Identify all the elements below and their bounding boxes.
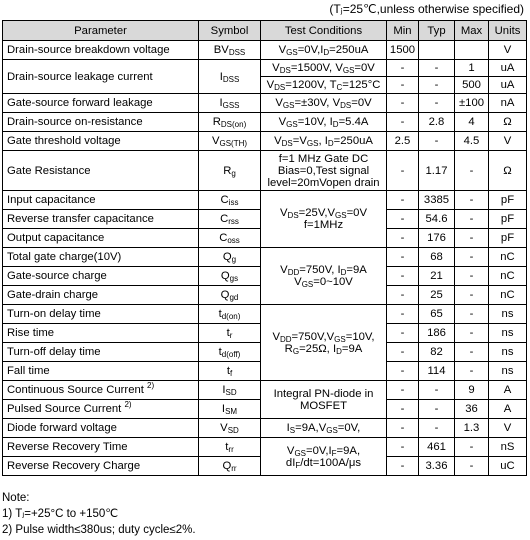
max-cell: -	[455, 438, 489, 457]
param-cell: Reverse Recovery Time	[3, 438, 199, 457]
symbol-cell: $V_{GS(TH)}$	[199, 132, 261, 151]
condition-cell: $V_{DD}=750V,V_{GS}=10V$, $R_G=25\Omega$, $I_D=9A$	[261, 305, 387, 381]
unit-cell: uC	[489, 457, 527, 476]
unit-cell: ns	[489, 362, 527, 381]
symbol-cell: $t_r$	[199, 324, 261, 343]
condition-cell: $V_{DS}=1200V$, $T_C=125^\circ C$	[261, 77, 387, 94]
condition-cell: $V_{GS}=0V,I_D=250uA$	[261, 41, 387, 60]
unit-cell: ns	[489, 324, 527, 343]
condition-cell: f=1 MHz Gate DC Bias=0,Test signal level=20mVopen drain	[261, 151, 387, 191]
symbol-cell: $I_{DSS}$	[199, 60, 261, 94]
min-cell: -	[387, 400, 419, 419]
typ-cell: 114	[419, 362, 455, 381]
notes-section	[2, 490, 196, 538]
electrical-characteristics-table	[2, 20, 527, 476]
param-cell: Turn-on delay time	[3, 305, 199, 324]
symbol-cell: $Q_{gs}$	[199, 267, 261, 286]
unit-cell: nC	[489, 286, 527, 305]
header-units: Units	[489, 21, 527, 41]
unit-cell: nC	[489, 267, 527, 286]
param-cell: Drain-source breakdown voltage	[3, 41, 199, 60]
min-cell: -	[387, 362, 419, 381]
note-1: 1) Tⱼ=+25°C to +150℃	[2, 508, 119, 520]
condition-cell: $V_{GS}=\pm 30V$, $V_{DS}=0V$	[261, 94, 387, 113]
symbol-cell: $BV_{DSS}$	[199, 41, 261, 60]
symbol-cell: $V_{SD}$	[199, 419, 261, 438]
table-row	[3, 191, 527, 210]
param-cell: Drain-source on-resistance	[3, 113, 199, 132]
table-row	[3, 381, 527, 400]
param-cell: Gate-source forward leakage	[3, 94, 199, 113]
min-cell: -	[387, 438, 419, 457]
min-cell: -	[387, 229, 419, 248]
min-cell: -	[387, 60, 419, 77]
table-row	[3, 438, 527, 457]
min-cell: -	[387, 210, 419, 229]
unit-cell: ns	[489, 305, 527, 324]
min-cell: -	[387, 381, 419, 400]
param-cell: Input capacitance	[3, 191, 199, 210]
max-cell: -	[455, 210, 489, 229]
param-cell: Reverse Recovery Charge	[3, 457, 199, 476]
max-cell: -	[455, 229, 489, 248]
typ-cell: 461	[419, 438, 455, 457]
typ-cell: 68	[419, 248, 455, 267]
header-symbol: Symbol	[199, 21, 261, 41]
min-cell: -	[387, 248, 419, 267]
max-cell: -	[455, 362, 489, 381]
symbol-cell: $Q_g$	[199, 248, 261, 267]
table-row	[3, 248, 527, 267]
symbol-cell: $Q_{rr}$	[199, 457, 261, 476]
max-cell: -	[455, 324, 489, 343]
unit-cell: V	[489, 41, 527, 60]
unit-cell: V	[489, 132, 527, 151]
table-row	[3, 94, 527, 113]
symbol-cell: $I_{SM}$	[199, 400, 261, 419]
param-cell: Gate threshold voltage	[3, 132, 199, 151]
typ-cell: 25	[419, 286, 455, 305]
param-cell: Reverse transfer capacitance	[3, 210, 199, 229]
notes-title: Note:	[2, 492, 30, 504]
table-row	[3, 113, 527, 132]
typ-cell: -	[419, 132, 455, 151]
param-cell: Gate-drain charge	[3, 286, 199, 305]
typ-cell	[419, 41, 455, 60]
param-cell: Fall time	[3, 362, 199, 381]
max-cell: -	[455, 248, 489, 267]
unit-cell: nA	[489, 94, 527, 113]
header-typ: Typ	[419, 21, 455, 41]
test-condition-note: (Tⱼ=25℃,unless otherwise specified)	[329, 2, 524, 16]
unit-cell: A	[489, 400, 527, 419]
min-cell: -	[387, 419, 419, 438]
typ-cell: 176	[419, 229, 455, 248]
condition-cell: Integral PN-diode in MOSFET	[261, 381, 387, 419]
max-cell: 36	[455, 400, 489, 419]
max-cell: 1.3	[455, 419, 489, 438]
symbol-cell: $I_{SD}$	[199, 381, 261, 400]
note-2: 2) Pulse width≤380us; duty cycle≤2%.	[2, 524, 196, 536]
min-cell: -	[387, 113, 419, 132]
typ-cell: 54.6	[419, 210, 455, 229]
min-cell: -	[387, 77, 419, 94]
unit-cell: uA	[489, 77, 527, 94]
max-cell: -	[455, 343, 489, 362]
condition-cell: $V_{DD}=750V$, $I_D=9A$ $V_{GS}=0\sim 10V$	[261, 248, 387, 305]
max-cell: -	[455, 151, 489, 191]
unit-cell: Ω	[489, 151, 527, 191]
typ-cell: 21	[419, 267, 455, 286]
max-cell: -	[455, 286, 489, 305]
typ-cell: -	[419, 60, 455, 77]
min-cell: -	[387, 94, 419, 113]
max-cell: ±100	[455, 94, 489, 113]
max-cell: 4.5	[455, 132, 489, 151]
min-cell: -	[387, 324, 419, 343]
param-cell: Pulsed Source Current $^{2)}$	[3, 400, 199, 419]
typ-cell: -	[419, 400, 455, 419]
param-cell: Drain-source leakage current	[3, 60, 199, 94]
condition-cell: $V_{DS}=1500V$, $V_{GS}=0V$	[261, 60, 387, 77]
unit-cell: A	[489, 381, 527, 400]
unit-cell: ns	[489, 343, 527, 362]
max-cell: 1	[455, 60, 489, 77]
unit-cell: nS	[489, 438, 527, 457]
param-cell: Gate-source charge	[3, 267, 199, 286]
condition-cell: $I_S=9A,V_{GS}=0V$,	[261, 419, 387, 438]
symbol-cell: $t_{d(on)}$	[199, 305, 261, 324]
max-cell: 500	[455, 77, 489, 94]
typ-cell: 2.8	[419, 113, 455, 132]
symbol-cell: $t_f$	[199, 362, 261, 381]
typ-cell: -	[419, 381, 455, 400]
header-test-conditions: Test Conditions	[261, 21, 387, 41]
unit-cell: nC	[489, 248, 527, 267]
typ-cell: 82	[419, 343, 455, 362]
typ-cell: 65	[419, 305, 455, 324]
max-cell: -	[455, 457, 489, 476]
max-cell: -	[455, 305, 489, 324]
header-parameter: Parameter	[3, 21, 199, 41]
table-row	[3, 132, 527, 151]
typ-cell: -	[419, 419, 455, 438]
table-row	[3, 41, 527, 60]
min-cell: -	[387, 343, 419, 362]
typ-cell: -	[419, 77, 455, 94]
typ-cell: 1.17	[419, 151, 455, 191]
min-cell: -	[387, 457, 419, 476]
table-row	[3, 60, 527, 77]
header-max: Max	[455, 21, 489, 41]
param-cell: Turn-off delay time	[3, 343, 199, 362]
symbol-cell: $R_{DS(on)}$	[199, 113, 261, 132]
typ-cell: -	[419, 94, 455, 113]
condition-cell: $V_{GS}=10V$, $I_D=5.4A$	[261, 113, 387, 132]
min-cell: -	[387, 305, 419, 324]
unit-cell: V	[489, 419, 527, 438]
param-cell: Total gate charge(10V)	[3, 248, 199, 267]
symbol-cell: $I_{GSS}$	[199, 94, 261, 113]
param-cell: Output capacitance	[3, 229, 199, 248]
min-cell: 2.5	[387, 132, 419, 151]
symbol-cell: $Q_{gd}$	[199, 286, 261, 305]
symbol-cell: $C_{oss}$	[199, 229, 261, 248]
typ-cell: 3385	[419, 191, 455, 210]
unit-cell: Ω	[489, 113, 527, 132]
max-cell	[455, 41, 489, 60]
table-row	[3, 419, 527, 438]
min-cell: -	[387, 286, 419, 305]
param-cell: Gate Resistance	[3, 151, 199, 191]
param-cell: Continuous Source Current $^{2)}$	[3, 381, 199, 400]
symbol-cell: $C_{iss}$	[199, 191, 261, 210]
max-cell: -	[455, 191, 489, 210]
condition-cell: $V_{DS}=V_{GS}$, $I_D=250uA$	[261, 132, 387, 151]
unit-cell: pF	[489, 210, 527, 229]
max-cell: 9	[455, 381, 489, 400]
symbol-cell: $C_{rss}$	[199, 210, 261, 229]
unit-cell: uA	[489, 60, 527, 77]
min-cell: 1500	[387, 41, 419, 60]
header-min: Min	[387, 21, 419, 41]
typ-cell: 186	[419, 324, 455, 343]
table-row	[3, 305, 527, 324]
max-cell: 4	[455, 113, 489, 132]
min-cell: -	[387, 267, 419, 286]
param-cell: Diode forward voltage	[3, 419, 199, 438]
max-cell: -	[455, 267, 489, 286]
condition-cell: $V_{GS}=0V,I_F=9A$, $dI_F/dt=100A/\mu s$	[261, 438, 387, 476]
unit-cell: pF	[489, 229, 527, 248]
symbol-cell: $t_{d(off)}$	[199, 343, 261, 362]
condition-cell: $V_{DS}=25V,V_{GS}=0V$ f=1MHz	[261, 191, 387, 248]
symbol-cell: $t_{rr}$	[199, 438, 261, 457]
param-cell: Rise time	[3, 324, 199, 343]
symbol-cell: $R_g$	[199, 151, 261, 191]
min-cell: -	[387, 191, 419, 210]
min-cell: -	[387, 151, 419, 191]
typ-cell: 3.36	[419, 457, 455, 476]
header-row	[3, 21, 527, 41]
table-row	[3, 151, 527, 191]
unit-cell: pF	[489, 191, 527, 210]
